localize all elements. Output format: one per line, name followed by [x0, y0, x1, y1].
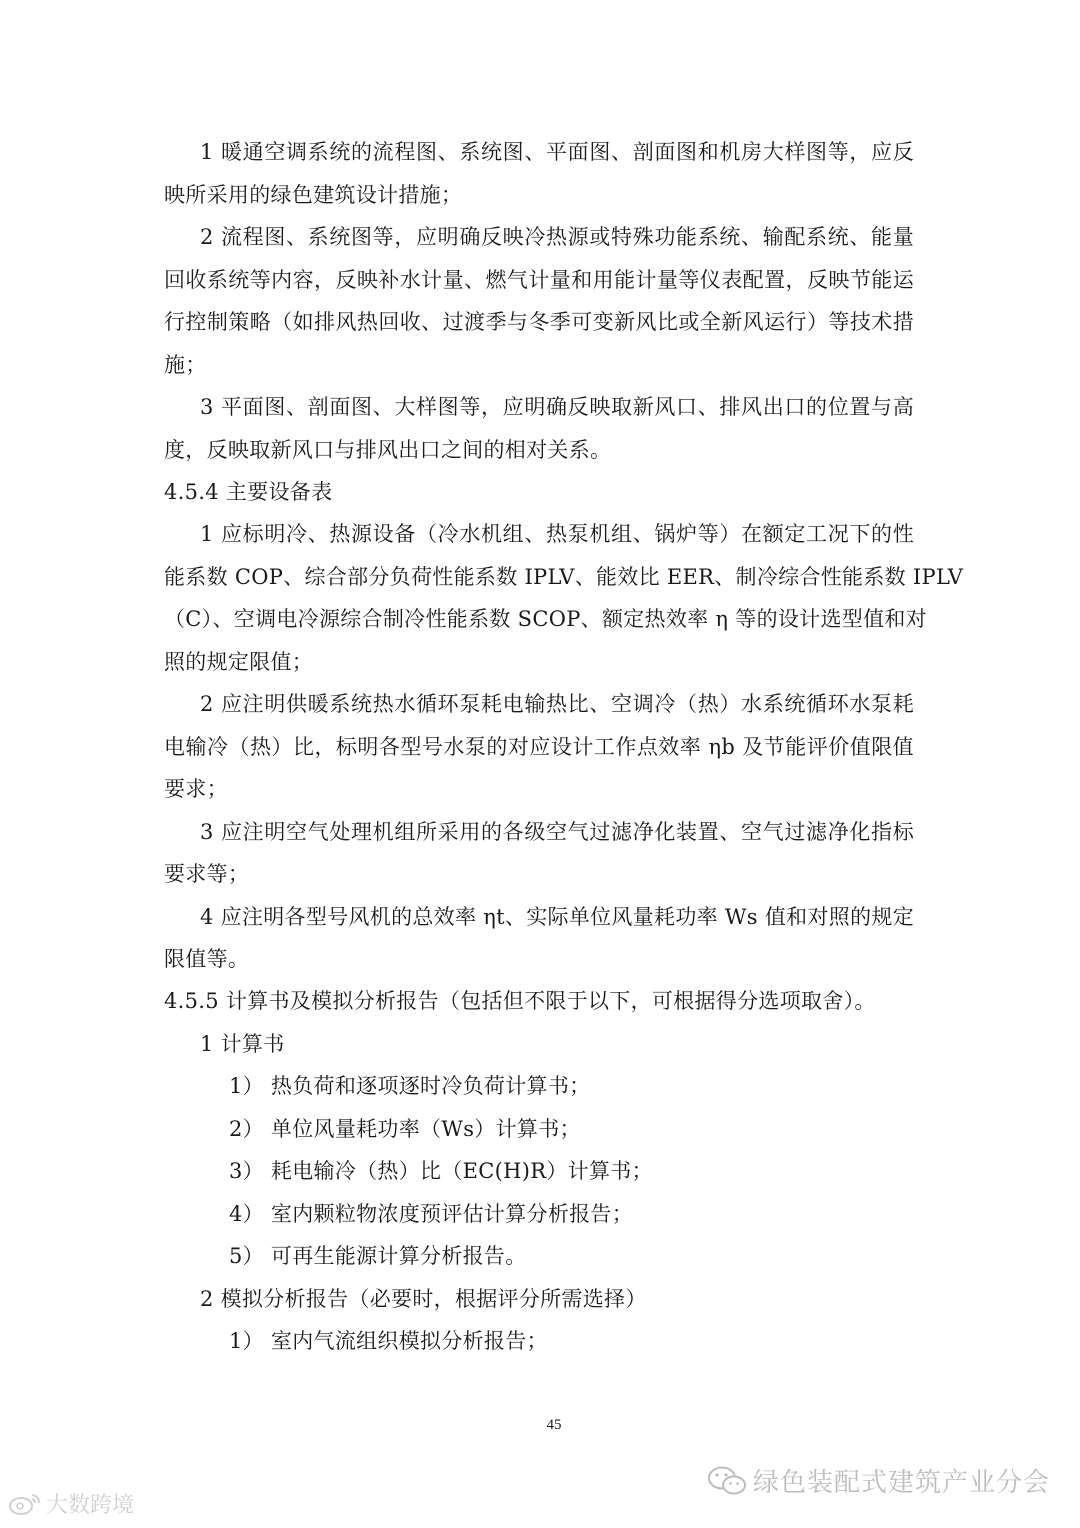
paragraph-line: 3 应注明空气处理机组所采用的各级空气过滤净化装置、空气过滤净化指标 [200, 820, 914, 844]
paragraph-line: 4 应注明各型号风机的总效率 ηt、实际单位风量耗功率 Ws 值和对照的规定 [200, 905, 914, 929]
watermark-right-text: 绿色装配式建筑产业分会 [752, 1468, 1050, 1498]
weibo-icon [8, 1491, 42, 1517]
paragraph-line: 行控制策略（如排风热回收、过渡季与冬季可变新风比或全新风运行）等技术措 [164, 310, 914, 334]
subsection-heading: 1 计算书 [200, 1032, 285, 1056]
paragraph-line: （C）、空调电冷源综合制冷性能系数 SCOP、额定热效率 η 等的设计选型值和对 [164, 607, 927, 631]
paragraph-line: 映所采用的绿色建筑设计措施； [164, 183, 463, 207]
list-item: 1） 热负荷和逐项逐时冷负荷计算书； [229, 1074, 591, 1098]
paragraph-line: 1 暖通空调系统的流程图、系统图、平面图、剖面图和机房大样图等，应反 [200, 140, 914, 164]
paragraph-line: 2 应注明供暖系统热水循环泵耗电输热比、空调冷（热）水系统循环水泵耗 [200, 692, 914, 716]
subsection-heading: 2 模拟分析报告（必要时，根据评分所需选择） [200, 1287, 647, 1311]
paragraph-line: 3 平面图、剖面图、大样图等，应明确反映取新风口、排风出口的位置与高 [200, 395, 914, 419]
wechat-icon [707, 1465, 747, 1497]
paragraph-line: 限值等。 [164, 947, 250, 971]
watermark-left [8, 1488, 134, 1519]
paragraph-line: 电输冷（热）比，标明各型号水泵的对应设计工作点效率 ηb 及节能评价值限值 [164, 735, 914, 759]
paragraph-line: 要求等； [164, 862, 250, 886]
paragraph-line: 度，反映取新风口与排风出口之间的相对关系。 [164, 438, 612, 462]
paragraph-line: 能系数 COP、综合部分负荷性能系数 IPLV、能效比 EER、制冷综合性能系数 IPLV [164, 565, 964, 589]
list-item: 4） 室内颗粒物浓度预评估计算分析报告； [229, 1202, 634, 1226]
paragraph-line: 回收系统等内容，反映补水计量、燃气计量和用能计量等仪表配置，反映节能运 [164, 268, 914, 292]
list-item: 5） 可再生能源计算分析报告。 [229, 1244, 527, 1268]
list-item: 2） 单位风量耗功率（Ws）计算书； [229, 1117, 581, 1141]
paragraph-line: 施； [164, 353, 207, 377]
watermark-right [707, 1462, 1050, 1499]
paragraph-line: 要求； [164, 777, 228, 801]
paragraph-line: 照的规定限值； [164, 650, 314, 674]
list-item: 1） 室内气流组织模拟分析报告； [229, 1329, 548, 1353]
watermark-left-text: 大数跨境 [46, 1493, 135, 1518]
paragraph-line: 2 流程图、系统图等，应明确反映冷热源或特殊功能系统、输配系统、能量 [200, 225, 914, 249]
section-heading: 4.5.4 主要设备表 [164, 480, 333, 504]
list-item: 3） 耗电输冷（热）比（EC(H)R）计算书； [229, 1159, 653, 1183]
paragraph-line: 1 应标明冷、热源设备（冷水机组、热泵机组、锅炉等）在额定工况下的性 [200, 522, 914, 546]
page-number: 45 [546, 1417, 562, 1433]
section-heading: 4.5.5 计算书及模拟分析报告（包括但不限于以下，可根据得分选项取舍）。 [164, 989, 876, 1013]
